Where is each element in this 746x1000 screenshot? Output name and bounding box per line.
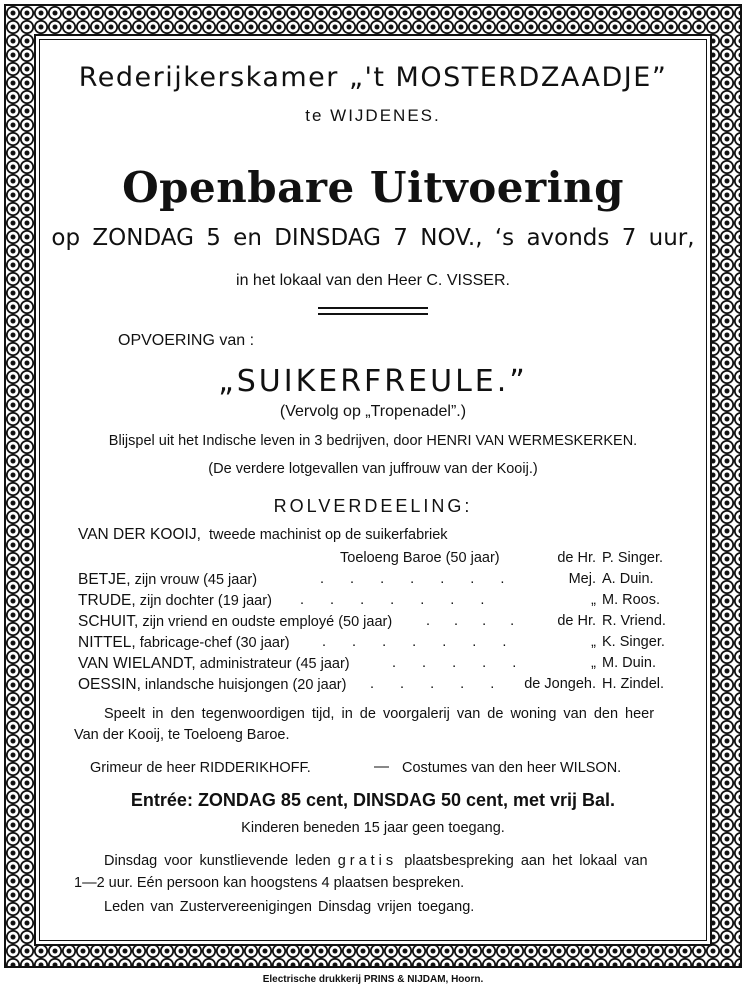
leader-dots: . . . . .	[370, 676, 506, 692]
cast-role-row	[78, 655, 350, 673]
cast-role-row	[78, 613, 392, 631]
cast-honorific: „	[591, 592, 596, 608]
cast-actor: R. Vriend.	[602, 613, 666, 629]
leader-dots: . . . . .	[392, 655, 528, 671]
notes-gratis: gratis	[337, 853, 398, 869]
leader-dots: . . . . . . .	[320, 571, 516, 587]
cast-role-description: Toeloeng Baroe (50 jaar)	[340, 550, 500, 566]
notes-line-1	[104, 853, 648, 869]
society-name: Rederijkerskamer „'t MOSTERDZAADJE”	[78, 62, 668, 93]
cast-actor: M. Duin.	[602, 655, 656, 671]
leader-dots: . . . . . . .	[300, 592, 496, 608]
cast-actor: P. Singer.	[602, 550, 664, 566]
cast-actor: H. Zindel.	[602, 676, 665, 692]
cast-actor: A. Duin.	[602, 571, 654, 587]
play-sequel-note: (Vervolg op „Tropenadel”.)	[279, 403, 467, 420]
society-location: te WIJDENES.	[305, 106, 441, 125]
cast-heading: ROLVERDEELING:	[273, 496, 473, 516]
admission-children: Kinderen beneden 15 jaar geen toegang.	[241, 820, 505, 836]
cast-role-row	[78, 592, 272, 610]
cast-role-row	[78, 676, 346, 694]
cast-role-description: inlandsche huisjongen (20 jaar)	[144, 677, 347, 693]
cast-actor: K. Singer.	[602, 634, 665, 650]
cast-role-description: administrateur (45 jaar)	[199, 656, 350, 672]
play-description: Blijspel uit het Indische leven in 3 bedrijven, door HENRI VAN WERMESKERKEN.	[108, 433, 638, 449]
notes-line-2: 1—2 uur. Eén persoon kan hoogstens 4 plaatsen bespreken.	[74, 875, 465, 891]
play-title: „SUIKERFREULE.”	[218, 364, 528, 399]
event-venue: in het lokaal van den Heer C. VISSER.	[236, 272, 510, 289]
cast-role-name: VAN DER KOOIJ,	[78, 526, 201, 543]
cast-honorific: „	[591, 655, 596, 671]
printer-credit: Electrische drukkerij PRINS & NIJDAM, Hoorn.	[262, 974, 484, 985]
cast-honorific: de Hr.	[557, 613, 596, 629]
setting-line-2: Van der Kooij, te Toeloeng Baroe.	[74, 727, 290, 743]
makeup-credit: Grimeur de heer RIDDERIKHOFF.	[90, 760, 311, 776]
cast-role-name: VAN WIELANDT,	[78, 655, 196, 672]
notes-line-3: Leden van Zustervereenigingen Dinsdag vrijen toegang.	[104, 899, 475, 915]
leader-dots: . . . .	[426, 613, 525, 629]
play-subtitle: (De verdere lotgevallen van juffrouw van der Kooij.)	[208, 461, 538, 477]
cast-role-description: zijn dochter (19 jaar)	[139, 593, 272, 609]
leader-dots: . . . . . . .	[322, 634, 518, 650]
cast-role-name: OESSIN,	[78, 676, 141, 693]
event-title: Openbare Uitvoering	[122, 163, 624, 212]
notes-line-1-start: Dinsdag voor kunstlievende leden	[104, 853, 331, 869]
costumes-credit: Costumes van den heer WILSON.	[402, 760, 622, 776]
cast-role-description: zijn vrouw (45 jaar)	[134, 572, 258, 588]
cast-honorific: de Hr.	[557, 550, 596, 566]
cast-honorific: „	[591, 634, 596, 650]
divider-rule-bottom	[318, 313, 428, 315]
play-intro: OPVOERING van :	[118, 332, 255, 349]
cast-role-description: tweede machinist op de suikerfabriek	[208, 527, 448, 543]
divider-rule-top	[318, 307, 428, 309]
cast-role-row	[78, 634, 290, 652]
notes-line-1-end: plaatsbespreking aan het lokaal van	[404, 853, 648, 869]
cast-role-name: NITTEL,	[78, 634, 136, 651]
event-dates: op ZONDAG 5 en DINSDAG 7 NOV., ‘s avonds 7 uur,	[51, 225, 695, 251]
cast-honorific: Mej.	[568, 571, 596, 587]
cast-role-description: zijn vriend en oudste employé (50 jaar)	[142, 614, 393, 630]
cast-role-name: SCHUIT,	[78, 613, 139, 630]
cast-role-row	[78, 526, 448, 544]
setting-line-1: Speelt in den tegenwoordigen tijd, in de voorgalerij van de woning van den heer	[104, 706, 655, 722]
cast-honorific: de Jongeh.	[524, 676, 596, 692]
cast-role-description: fabricage-chef (30 jaar)	[139, 635, 290, 651]
credit-separator: —	[374, 758, 389, 775]
admission-price: Entrée: ZONDAG 85 cent, DINSDAG 50 cent, met vrij Bal.	[130, 790, 616, 810]
cast-role-row	[78, 571, 257, 589]
cast-role-name: TRUDE,	[78, 592, 136, 609]
cast-role-name: BETJE,	[78, 571, 131, 588]
cast-actor: M. Roos.	[602, 592, 661, 608]
